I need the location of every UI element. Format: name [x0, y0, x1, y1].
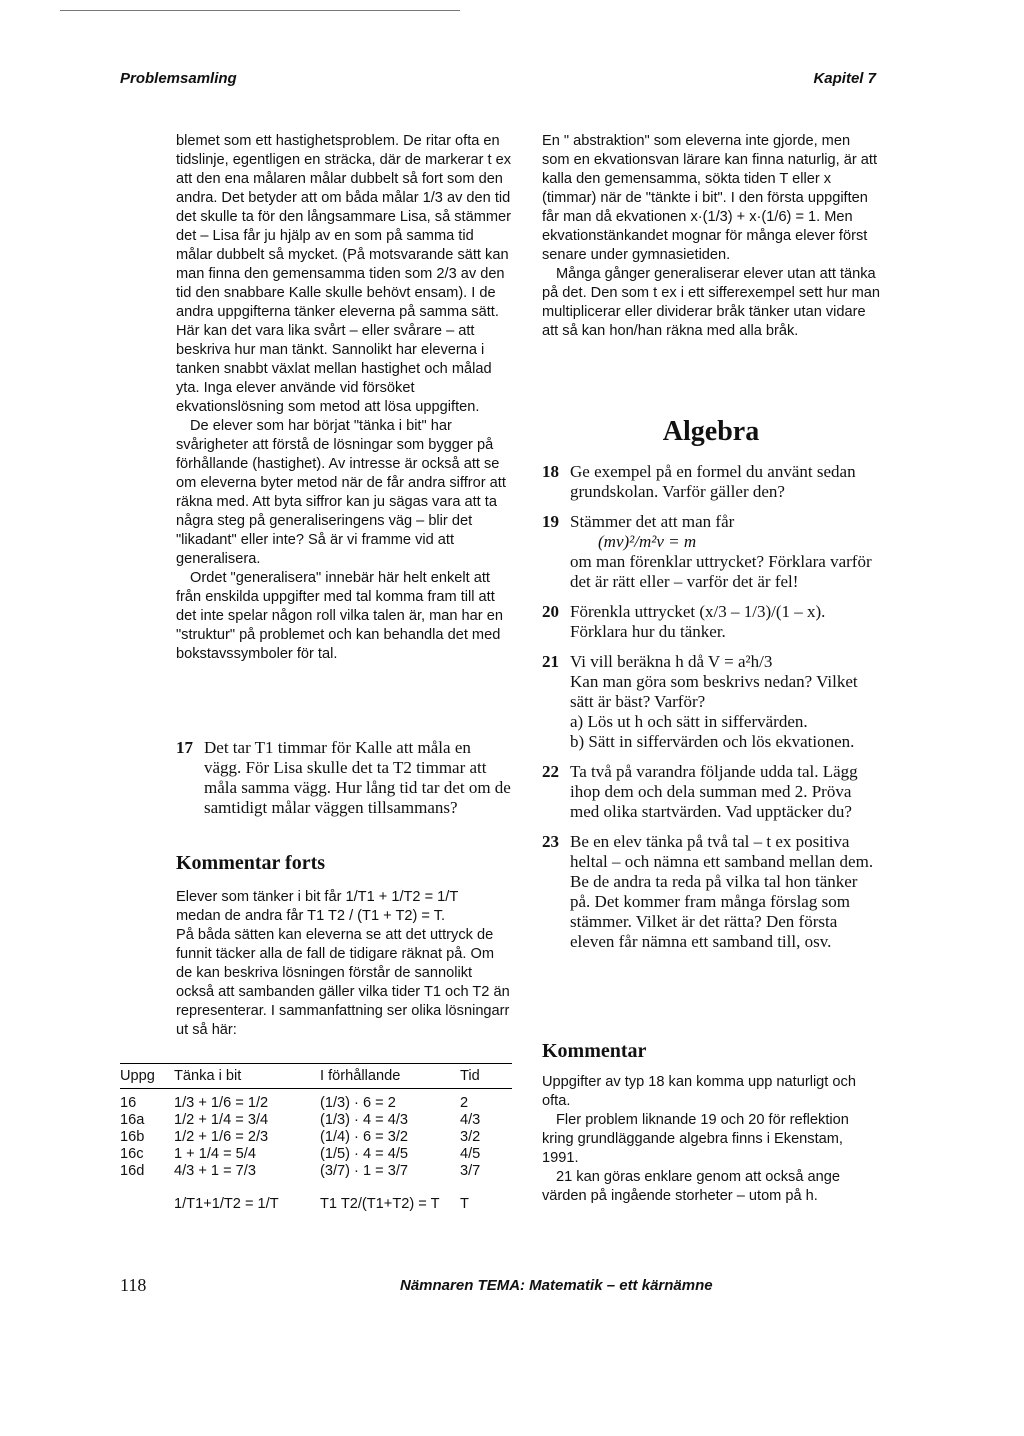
task-number: 21 [542, 652, 559, 671]
task-line: a) Lös ut h och sätt in siffervärden. [570, 712, 808, 731]
table-cell: T1 T2/(T1+T2) = T [320, 1196, 440, 1212]
task-number: 18 [542, 462, 559, 481]
table-cell: 16 [120, 1095, 137, 1111]
table-row [120, 1112, 512, 1129]
table-cell: 4/5 [460, 1146, 481, 1162]
header-right: Kapitel 7 [813, 70, 876, 87]
table-header-row [120, 1063, 512, 1089]
task-line: om man förenklar uttrycket? Förklara varför det är rätt eller – varför det är fel! [570, 552, 872, 591]
task-line: Kan man göra som beskrivs nedan? Vilket sätt är bäst? Varför? [570, 672, 858, 711]
header-left: Problemsamling [120, 70, 237, 87]
solutions-table [120, 1063, 512, 1213]
table-cell: 16b [120, 1129, 145, 1145]
table-row [120, 1095, 512, 1112]
task-number: 22 [542, 762, 559, 781]
table-cell: 1 + 1/4 = 5/4 [174, 1146, 256, 1162]
task-line: b) Sätt in siffervärden och lös ekvationen. [570, 732, 855, 751]
table-cell: (1/4) · 6 = 3/2 [320, 1129, 409, 1145]
table-cell: (1/3) · 6 = 2 [320, 1095, 396, 1111]
table-cell: 2 [460, 1095, 469, 1111]
table-cell: 16d [120, 1163, 145, 1179]
task-text: Det tar T1 timmar för Kalle att måla en vägg. För Lisa skulle det ta T2 timmar att måla samma vägg. Hur lång tid tar det om de samtidigt målar väggen tillsammans? [204, 738, 511, 817]
footer-title: Nämnaren TEMA: Matematik – ett kärnämne [400, 1277, 713, 1294]
table-cell: 1/3 + 1/6 = 1/2 [174, 1095, 269, 1111]
left-paragraph: blemet som ett hastighetsproblem. De ritar ofta en tidslinje, egentligen en sträcka, där de markerar t ex att den ena målaren målar dubbelt så fort som den andra. Det betyder att om båda målar 1/3 av den tid det skulle ta för den långsammare Lisa, så stämmer det – Lisa får ju hjälp av en som på samma tid målar dubbelt så mycket. (På motsvarande sätt kan man finna den gemensamma tiden som 2/3 av den tid den snabbare Kalle skulle behövt ensam). I de andra uppgifterna tänker eleverna på samma sätt. Här kan det vara lika svårt – eller svårare – att beskriva hur man tänkt. Sannolikt har eleverna i tanken snabbt växlat mellan hastighet och målad yta. Inga elever använde vid försöket ekvationslösning som metod att lösa uppgiften. [176, 133, 512, 415]
task-line: Ta två på varandra följande udda tal. Lägg ihop dem och dela summan med 2. Pröva med olika startvärden. Vad upptäcker du? [570, 762, 858, 821]
task-line: Stämmer det att man får [570, 512, 735, 531]
table-cell: 16a [120, 1112, 145, 1128]
algebra-heading: Algebra [662, 416, 760, 447]
table-header: Uppg [120, 1068, 155, 1084]
table-cell: 16c [120, 1146, 144, 1162]
table-row [120, 1129, 512, 1146]
table-header: I förhållande [320, 1068, 401, 1084]
algebra-tasks [542, 462, 880, 962]
task-item [542, 512, 880, 592]
table-header: Tänka i bit [174, 1068, 242, 1084]
task-formula: (mv)²/m²v = m [598, 532, 697, 551]
task-item [542, 652, 880, 752]
left-column-text [176, 132, 512, 664]
right-column-text [542, 132, 880, 341]
kommentar-paragraph: På båda sätten kan eleverna se att det uttryck de funnit täcker alla de fall de tidigare räknat på. Om de kan beskriva lösningen förstår de sannolikt också att sambanden gäller vilka tider T1 och T2 än representerar. I sammanfattning ser olika lösningarr ut så här: [176, 927, 510, 1038]
kommentar-paragraph: Uppgifter av typ 18 kan komma upp naturligt och ofta. [542, 1074, 856, 1109]
right-paragraph: Många gånger generaliserar elever utan att tänka på det. Den som t ex i ett sifferexempel sett hur man multiplicerar eller dividerar bråk tänker utan vidare att så kan hon/han räkna med alla bråk. [542, 266, 880, 339]
task-item [542, 602, 880, 642]
table-cell: (3/7) · 1 = 3/7 [320, 1163, 409, 1179]
kommentar-forts-text [176, 888, 512, 1040]
task-number: 17 [176, 738, 193, 757]
task-number: 23 [542, 832, 559, 851]
table-cell: 3/7 [460, 1163, 481, 1179]
task-line: Vi vill beräkna h då V = a²h/3 [570, 652, 773, 671]
table-cell: T [460, 1196, 469, 1212]
table-row [120, 1146, 512, 1163]
task-item [542, 462, 880, 502]
table-cell: 3/2 [460, 1129, 481, 1145]
formula-line: Elever som tänker i bit får 1/T1 + 1/T2 = 1/T [176, 889, 459, 905]
table-cell: (1/3) · 4 = 4/3 [320, 1112, 409, 1128]
table-cell: 1/2 + 1/6 = 2/3 [174, 1129, 269, 1145]
table-cell [120, 1196, 174, 1213]
table-cell: (1/5) · 4 = 4/5 [320, 1146, 409, 1162]
left-paragraph: Ordet "generalisera" innebär här helt enkelt att från enskilda uppgifter med tal komma fram till att det inte spelar någon roll vilka talen är, man har en "struktur" på problemet och kan behandla det med bokstavssymboler för tal. [176, 570, 503, 662]
task-item [542, 832, 880, 952]
table-header: Tid [460, 1068, 480, 1084]
task-number: 19 [542, 512, 559, 531]
kommentar-forts-heading: Kommentar forts [176, 852, 326, 874]
task-line: Ge exempel på en formel du använt sedan grundskolan. Varför gäller den? [570, 462, 856, 501]
task-line: Förenkla uttrycket (x/3 – 1/3)/(1 – x). Förklara hur du tänker. [570, 602, 826, 641]
table-cell: 4/3 [460, 1112, 481, 1128]
top-rule [60, 10, 460, 11]
task-line: Be en elev tänka på två tal – t ex positiva heltal – och nämna ett samband mellan dem. Be de andra ta reda på vilka tal hon tänker på. Det kommer fram många förslag som stämmer. Vilket är det rätta? Den första eleven får nämna ett samband till, osv. [570, 832, 874, 951]
kommentar-heading: Kommentar [542, 1040, 647, 1062]
table-cell: 4/3 + 1 = 7/3 [174, 1163, 256, 1179]
table-summary-row [120, 1196, 512, 1213]
kommentar-text [542, 1073, 880, 1206]
right-paragraph: En " abstraktion" som eleverna inte gjorde, men som en ekvationsvan lärare kan finna naturlig, är att kalla den gemensamma, sökta tiden T eller x (timmar) när de "tänkte i bit". I den första uppgiften får man då ekvationen x·(1/3) + x·(1/6) = 1. Men ekvationstänkandet mognar för många elever först senare under gymnasietiden. [542, 133, 878, 263]
page-number: 118 [120, 1275, 147, 1295]
task-17 [176, 738, 512, 828]
task-item [542, 762, 880, 822]
task-number: 20 [542, 602, 559, 621]
table-cell: 1/2 + 1/4 = 3/4 [174, 1112, 269, 1128]
kommentar-paragraph: 21 kan göras enklare genom att också ange värden på ingående storheter – utom på h. [542, 1169, 840, 1204]
table-row [120, 1163, 512, 1180]
left-paragraph: De elever som har börjat "tänka i bit" har svårigheter att förstå de lösningar som bygger på förhållande (hastighet). Av intresse är också att se om eleverna byter metod när de får andra siffror att räkna med. Att byta siffror kan ju sägas vara att ta några steg på generaliseringens väg – blir det "likadant" eller inte? Så är vi framme vid att generalisera. [176, 418, 506, 567]
kommentar-paragraph: Fler problem liknande 19 och 20 för reflektion kring grundläggande algebra finns i Ekenstam, 1991. [542, 1112, 849, 1166]
formula-line: medan de andra får T1 T2 / (T1 + T2) = T. [176, 908, 446, 924]
table-cell: 1/T1+1/T2 = 1/T [174, 1196, 279, 1212]
